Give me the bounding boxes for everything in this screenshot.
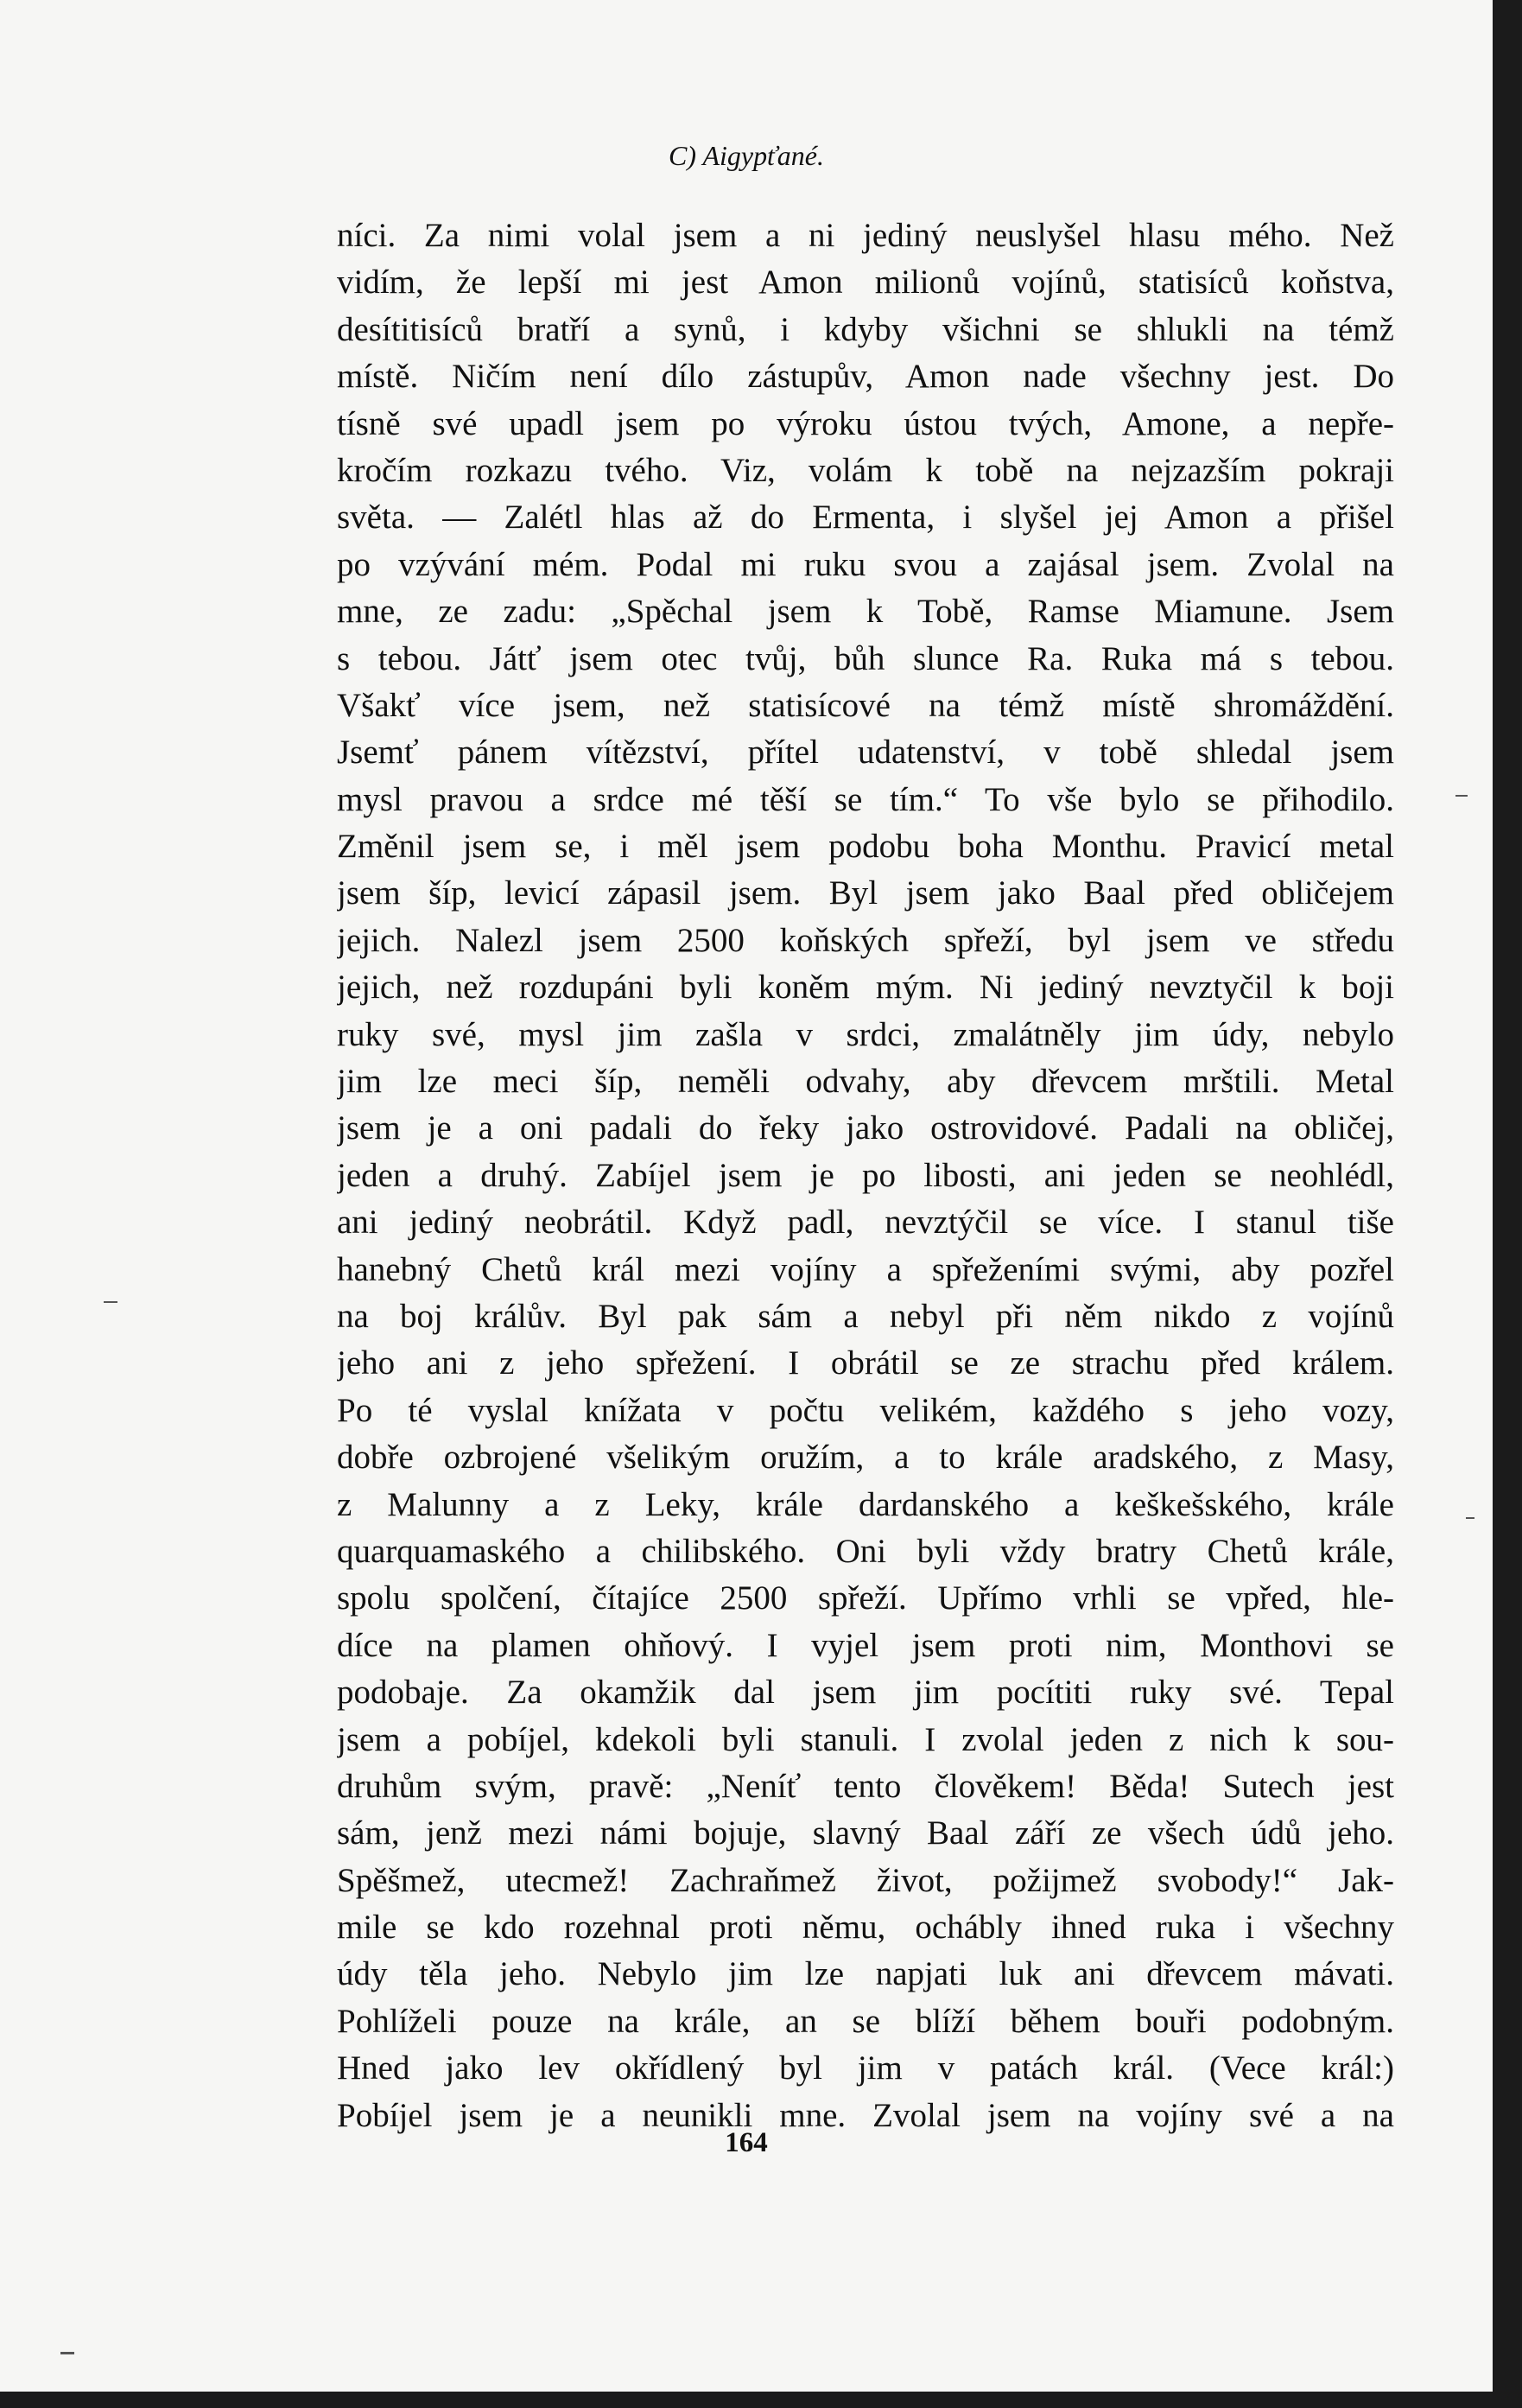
text-line: po vzývání mém. Podal mi ruku svou a zajásal jsem. Zvolal na [337,545,1394,583]
text-line: Po té vyslal knížata v počtu velikém, každého s jeho vozy, [337,1391,1394,1429]
text-line: sám, jenž mezi námi bojuje, slavný Baal září ze všech údů jeho. [337,1814,1394,1852]
text-line: dobře ozbrojené všelikým oružím, a to krále aradského, z Masy, [337,1439,1394,1477]
text-line: mysl pravou a srdce mé těší se tím.“ To vše bylo se přihodilo. [337,780,1394,818]
margin-speck [1466,1517,1474,1519]
text-line: hanebný Chetů král mezi vojíny a spřeženími svými, aby pozřel [337,1250,1394,1288]
text-line: díce na plamen ohňový. I vyjel jsem proti nim, Monthovi se [337,1626,1394,1664]
text-line: jsem šíp, levicí zápasil jsem. Byl jsem jako Baal před obličejem [337,874,1394,912]
running-header: C) Aigypťané. [669,140,824,171]
text-line: Změnil jsem se, i měl jsem podobu boha Monthu. Pravicí metal [337,828,1394,866]
text-line: vidím, že lepší mi jest Amon milionů vojínů, statisíců koňstva, [337,264,1394,302]
text-line: druhům svým, pravě: „Neníť tento člověkem! Běda! Sutech jest [337,1767,1394,1805]
text-line: jeden a druhý. Zabíjel jsem je po libosti, ani jeden se neohlédl, [337,1156,1394,1194]
text-line: s tebou. Játť jsem otec tvůj, bůh slunce Ra. Ruka má s tebou. [337,639,1394,677]
text-line: desítitisíců bratří a synů, i kdyby všichni se shlukli na témž [337,310,1394,348]
text-line: místě. Ničím není dílo zástupův, Amon nade všechny jest. Do [337,358,1394,396]
margin-speck [104,1301,117,1303]
text-line: quarquamaského a chilibského. Oni byli vždy bratry Chetů krále, [337,1532,1394,1570]
text-line: jim lze meci šíp, neměli odvahy, aby dřevcem mrštili. Metal [337,1063,1394,1101]
text-line: podobaje. Za okamžik dal jsem jim pocítiti ruky své. Tepal [337,1674,1394,1712]
text-line: jsem je a oni padali do řeky jako ostrovidové. Padali na obličej, [337,1109,1394,1147]
text-line: z Malunny a z Leky, krále dardanského a keškešského, krále [337,1485,1394,1523]
page-number: 164 [725,2127,768,2158]
text-line: údy těla jeho. Nebylo jim lze napjati luk ani dřevcem mávati. [337,1955,1394,1993]
text-line: na boj králův. Byl pak sám a nebyl při něm nikdo z vojínů [337,1297,1394,1335]
text-line: Pohlíželi pouze na krále, an se blíží během bouři podobným. [337,2002,1394,2040]
text-line: ani jediný neobrátil. Když padl, nevztýčil se více. I stanul tiše [337,1204,1394,1242]
margin-speck [60,2352,74,2354]
text-line: Pobíjel jsem je a neunikli mne. Zvolal jsem na vojíny své a na [337,2096,1394,2134]
text-line: Jsemť pánem vítězství, přítel udatenství, v tobě shledal jsem [337,734,1394,772]
text-line: mne, ze zadu: „Spěchal jsem k Tobě, Ramse Miamune. Jsem [337,593,1394,631]
text-line: Hned jako lev okřídlený byl jim v patách král. (Vece král:) [337,2049,1394,2087]
text-line: Spěšmež, utecmež! Zachraňmež život, požijmež svobody!“ Jak- [337,1861,1394,1899]
text-line: jeho ani z jeho spřežení. I obrátil se ze strachu před králem. [337,1344,1394,1382]
text-line: níci. Za nimi volal jsem a ni jediný neuslyšel hlasu mého. Než [337,217,1394,254]
text-line: mile se kdo rozehnal proti němu, ochábly ihned ruka i všechny [337,1909,1394,1947]
text-line: jejich. Nalezl jsem 2500 koňských spřeží, byl jsem ve středu [337,921,1394,959]
text-line: Všakť více jsem, než statisícové na témž místě shromáždění. [337,686,1394,724]
text-line: světa. — Zalétl hlas až do Ermenta, i slyšel jej Amon a přišel [337,499,1394,537]
text-line: ruky své, mysl jim zašla v srdci, zmalátněly jim údy, nebylo [337,1015,1394,1053]
text-line: tísně své upadl jsem po výroku ústou tvých, Amone, a nepře- [337,404,1394,442]
body-text [337,213,1394,2134]
text-line: spolu spolčení, čítajíce 2500 spřeží. Upřímo vrhli se vpřed, hle- [337,1579,1394,1617]
text-line: kročím rozkazu tvého. Viz, volám k tobě na nejzazším pokraji [337,451,1394,489]
text-line: jsem a pobíjel, kdekoli byli stanuli. I zvolal jeden z nich k sou- [337,1720,1394,1758]
text-line: jejich, než rozdupáni byli koněm mým. Ni jediný nevztyčil k boji [337,969,1394,1007]
margin-speck [1455,795,1468,797]
